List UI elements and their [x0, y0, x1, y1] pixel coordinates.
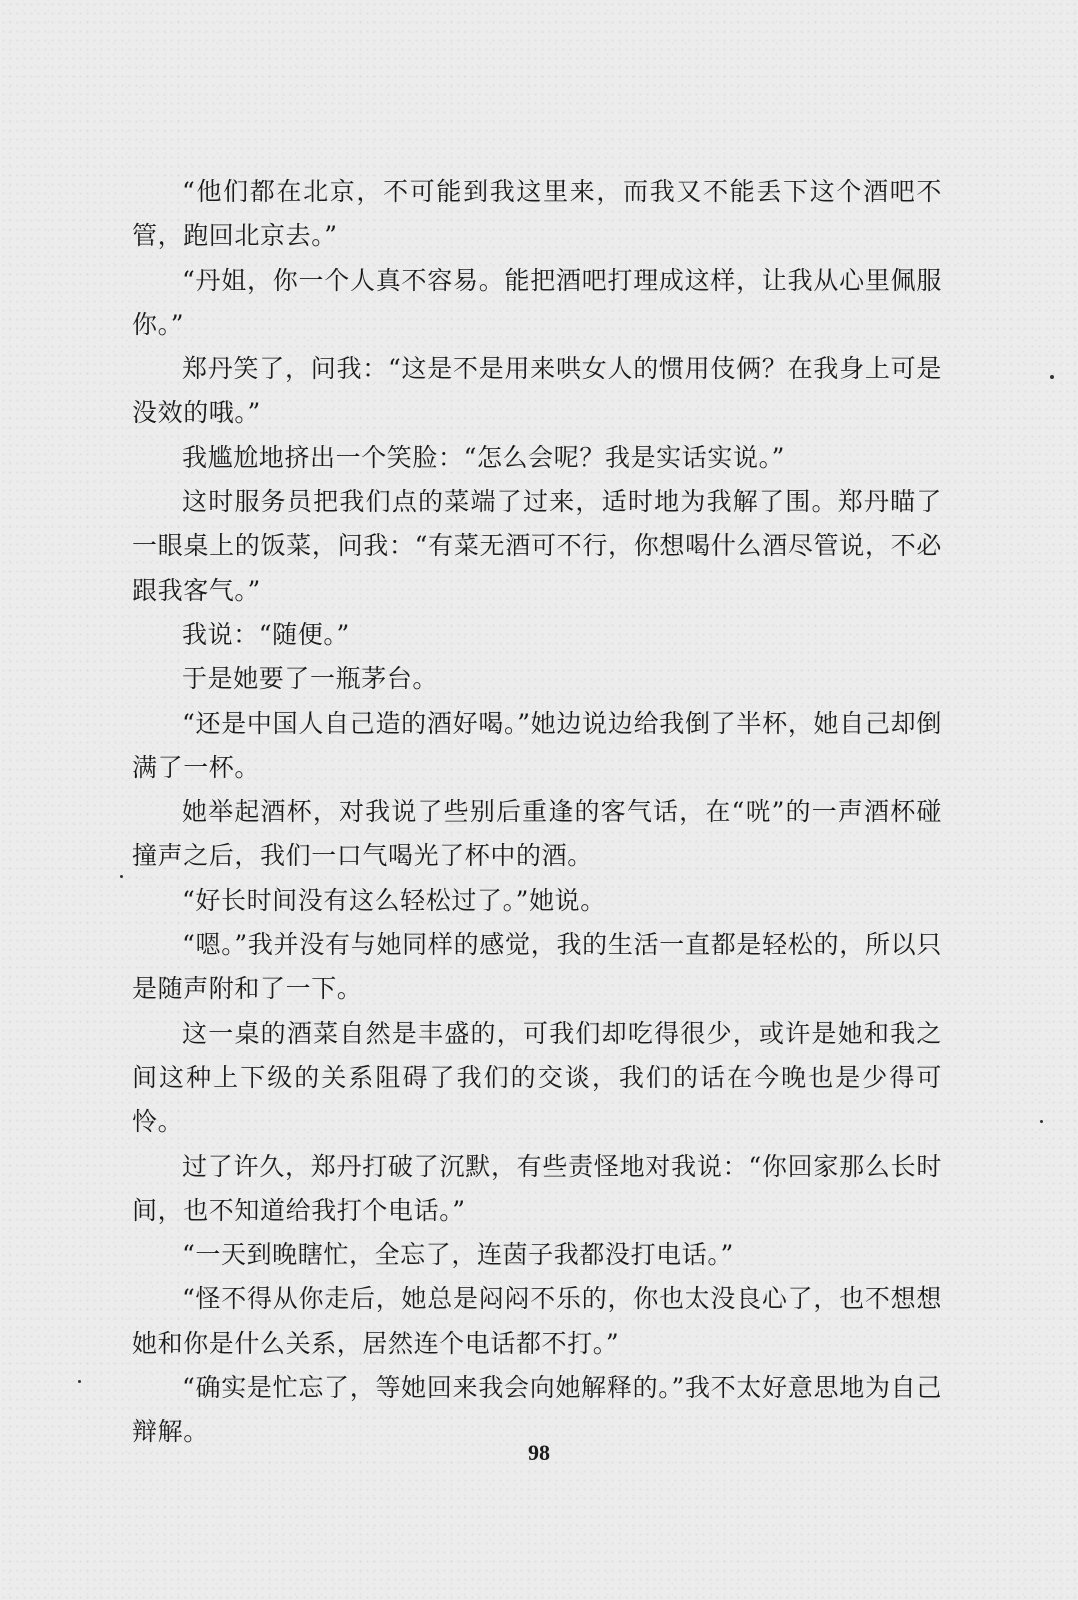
- paragraph: “他们都在北京，不可能到我这里来，而我又不能丢下这个酒吧不管，跑回北京去。”: [132, 177, 942, 251]
- paragraph: “丹姐，你一个人真不容易。能把酒吧打理成这样，让我从心里佩服你。”: [132, 265, 942, 339]
- paragraph: “怪不得从你走后，她总是闷闷不乐的，你也太没良心了，也不想想她和你是什么关系，居然连个电话都不打。”: [132, 1284, 942, 1358]
- scan-speck: [1040, 1120, 1043, 1123]
- paragraph: “还是中国人自己造的酒好喝。”她边说边给我倒了半杯，她自己却倒满了一杯。: [132, 708, 942, 782]
- paragraph: 她举起酒杯，对我说了些别后重逢的客气话，在“咣”的一声酒杯碰撞声之后，我们一口气喝光了杯中的酒。: [132, 797, 942, 871]
- paragraph: “好长时间没有这么轻松过了。”她说。: [182, 885, 606, 915]
- paragraph: “一天到晚瞎忙，全忘了，连茵子我都没打电话。”: [182, 1240, 734, 1270]
- paragraph: 我说：“随便。”: [182, 619, 350, 649]
- paragraph: 这时服务员把我们点的菜端了过来，适时地为我解了围。郑丹瞄了一眼桌上的饭菜，问我：“有菜无酒可不行，你想喝什么酒尽管说，不必跟我客气。”: [132, 487, 942, 605]
- body-text: [132, 170, 942, 1455]
- paragraph: 郑丹笑了，问我：“这是不是用来哄女人的惯用伎俩？在我身上可是没效的哦。”: [132, 354, 942, 428]
- paragraph: 过了许久，郑丹打破了沉默，有些责怪地对我说：“你回家那么长时间，也不知道给我打个电话。”: [132, 1151, 942, 1225]
- scan-speck: [1050, 375, 1054, 379]
- scan-speck: [78, 1380, 81, 1383]
- paragraph: “确实是忙忘了，等她回来我会向她解释的。”我不太好意思地为自己辩解。: [132, 1373, 942, 1447]
- scan-speck: [120, 875, 123, 878]
- paragraph: “嗯。”我并没有与她同样的感觉，我的生活一直都是轻松的，所以只是随声附和了一下。: [132, 930, 942, 1004]
- page-number: 98: [528, 1440, 550, 1465]
- paragraph: 于是她要了一瓶茅台。: [182, 664, 439, 694]
- paragraph: 这一桌的酒菜自然是丰盛的，可我们却吃得很少，或许是她和我之间这种上下级的关系阻碍了我们的交谈，我们的话在今晚也是少得可怜。: [132, 1018, 942, 1137]
- paragraph: 我尴尬地挤出一个笑脸：“怎么会呢？我是实话实说。”: [182, 442, 786, 472]
